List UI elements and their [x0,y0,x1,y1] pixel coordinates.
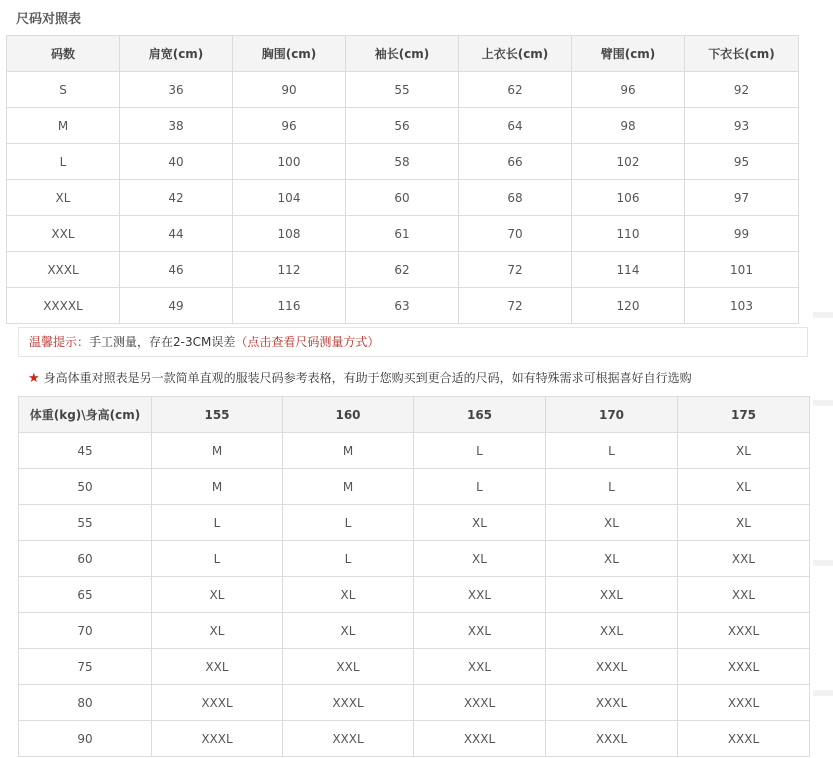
weight-table-cell: XL [283,577,414,613]
weight-table-cell: XXL [678,577,810,613]
size-table-cell: XXL [7,216,120,252]
weight-table-cell: XL [678,505,810,541]
weight-table-cell: XL [546,505,678,541]
size-col-header: 臂围(cm) [572,36,685,72]
size-table-cell: 72 [459,252,572,288]
weight-table-cell: L [283,541,414,577]
weight-table-cell: L [283,505,414,541]
weight-table-cell: 45 [19,433,152,469]
size-table-cell: 64 [459,108,572,144]
size-table-header-row [7,36,799,72]
weight-table-cell: XL [678,433,810,469]
star-icon: ★ [28,371,40,386]
weight-table-cell: XL [152,577,283,613]
weight-table-cell: M [152,469,283,505]
size-table-cell: 62 [459,72,572,108]
size-table-row [7,108,799,144]
size-table-cell: 55 [346,72,459,108]
size-table-cell: 56 [346,108,459,144]
size-table-row [7,252,799,288]
size-table-row [7,144,799,180]
size-table-cell: 96 [572,72,685,108]
decorative-edge [813,400,833,406]
size-table-cell: 61 [346,216,459,252]
size-table-row [7,216,799,252]
size-table-row [7,72,799,108]
size-table-cell: 36 [120,72,233,108]
size-table-cell: 58 [346,144,459,180]
weight-table-cell: 50 [19,469,152,505]
weight-table-cell: XXL [414,577,546,613]
size-table-cell: 108 [233,216,346,252]
weight-table-row [19,505,810,541]
weight-table-cell: XXXL [283,685,414,721]
weight-table-cell: L [414,433,546,469]
size-table-cell: 104 [233,180,346,216]
weight-col-header: 155 [152,397,283,433]
measurement-method-link[interactable]: （点击查看尺码测量方式） [235,335,380,349]
size-table-cell: 110 [572,216,685,252]
tip-label: 温馨提示： [29,335,90,349]
weight-col-header: 160 [283,397,414,433]
weight-table-cell: XXL [546,613,678,649]
size-table-row [7,180,799,216]
size-table-cell: 60 [346,180,459,216]
size-table-cell: 120 [572,288,685,324]
weight-table-cell: XXXL [546,685,678,721]
weight-table-cell: XXXL [152,721,283,757]
size-col-header: 码数 [7,36,120,72]
size-table-cell: 112 [233,252,346,288]
weight-table-cell: L [546,433,678,469]
size-table-cell: S [7,72,120,108]
weight-table-header-row [19,397,810,433]
weight-table-cell: 75 [19,649,152,685]
weight-table-cell: XL [678,469,810,505]
size-col-header: 肩宽(cm) [120,36,233,72]
weight-table-row [19,613,810,649]
page-title: 尺码对照表 [16,12,82,27]
size-table-cell: L [7,144,120,180]
decorative-edge [813,690,833,696]
size-table-cell: 63 [346,288,459,324]
size-table-cell: 70 [459,216,572,252]
decorative-edge [813,560,833,566]
size-table-cell: 40 [120,144,233,180]
weight-table-cell: XXL [414,613,546,649]
note-text: 身高体重对照表是另一款简单直观的服装尺码参考表格，有助于您购买到更合适的尺码，如有特殊需求可根据喜好自行选购 [43,371,692,385]
size-table-cell: 103 [685,288,799,324]
size-table-cell: 42 [120,180,233,216]
size-table-cell: 102 [572,144,685,180]
size-table-cell: M [7,108,120,144]
weight-table-cell: XXXL [678,649,810,685]
weight-table-cell: 70 [19,613,152,649]
weight-table-cell: XXXL [678,721,810,757]
weight-table-cell: XXL [152,649,283,685]
size-col-header: 胸围(cm) [233,36,346,72]
weight-table-cell: 65 [19,577,152,613]
weight-col-header: 175 [678,397,810,433]
weight-table-row [19,649,810,685]
weight-table-cell: L [414,469,546,505]
size-table-cell: 93 [685,108,799,144]
weight-table-cell: XXXL [414,685,546,721]
size-table-cell: 98 [572,108,685,144]
size-table-cell: 66 [459,144,572,180]
weight-table-cell: XXXL [546,721,678,757]
weight-table-cell: XXL [414,649,546,685]
size-table-cell: 46 [120,252,233,288]
size-table-cell: 44 [120,216,233,252]
size-table-cell: 99 [685,216,799,252]
size-table-cell: 90 [233,72,346,108]
weight-table-cell: XL [546,541,678,577]
weight-table-row [19,721,810,757]
size-table-cell: XL [7,180,120,216]
size-table-cell: XXXL [7,252,120,288]
weight-table-cell: M [152,433,283,469]
weight-table-cell: XXXL [414,721,546,757]
size-table-cell: 38 [120,108,233,144]
size-table-cell: 96 [233,108,346,144]
weight-table-cell: 55 [19,505,152,541]
size-table-cell: 100 [233,144,346,180]
size-col-header: 上衣长(cm) [459,36,572,72]
weight-table-cell: XXXL [152,685,283,721]
size-table-cell: 97 [685,180,799,216]
size-table-cell: 72 [459,288,572,324]
tip-text: 手工测量，存在2-3CM误差 [89,335,236,349]
weight-table-row [19,685,810,721]
weight-table-cell: 90 [19,721,152,757]
size-table-cell: 68 [459,180,572,216]
weight-table-cell: XXL [678,541,810,577]
weight-table-cell: 80 [19,685,152,721]
measurement-tip [18,327,808,357]
size-table-cell: XXXXL [7,288,120,324]
weight-table-cell: XXXL [678,613,810,649]
weight-table-row [19,577,810,613]
weight-table-row [19,469,810,505]
weight-col-header: 170 [546,397,678,433]
weight-table-cell: XXL [283,649,414,685]
weight-table-cell: L [546,469,678,505]
weight-table-cell: XL [152,613,283,649]
size-table-cell: 49 [120,288,233,324]
size-table-row [7,288,799,324]
weight-table-cell: XXXL [546,649,678,685]
size-table-cell: 92 [685,72,799,108]
weight-table-cell: L [152,505,283,541]
weight-col-header: 165 [414,397,546,433]
weight-table-cell: XXL [546,577,678,613]
weight-col-header: 体重(kg)\身高(cm) [19,397,152,433]
size-col-header: 袖长(cm) [346,36,459,72]
size-table-cell: 116 [233,288,346,324]
weight-table-cell: XL [283,613,414,649]
weight-table-cell: XL [414,505,546,541]
weight-table-row [19,541,810,577]
weight-table-cell: XXXL [678,685,810,721]
size-table-cell: 101 [685,252,799,288]
weight-table-cell: XXXL [283,721,414,757]
size-table-cell: 62 [346,252,459,288]
weight-height-table [18,396,810,757]
weight-table-cell: 60 [19,541,152,577]
weight-table-row [19,433,810,469]
weight-table-cell: XL [414,541,546,577]
size-table-cell: 106 [572,180,685,216]
size-chart-table [6,35,799,324]
weight-table-cell: M [283,469,414,505]
weight-height-note [28,369,692,386]
size-table-cell: 95 [685,144,799,180]
weight-table-cell: L [152,541,283,577]
weight-table-cell: M [283,433,414,469]
size-table-cell: 114 [572,252,685,288]
size-col-header: 下衣长(cm) [685,36,799,72]
decorative-edge [813,312,833,318]
